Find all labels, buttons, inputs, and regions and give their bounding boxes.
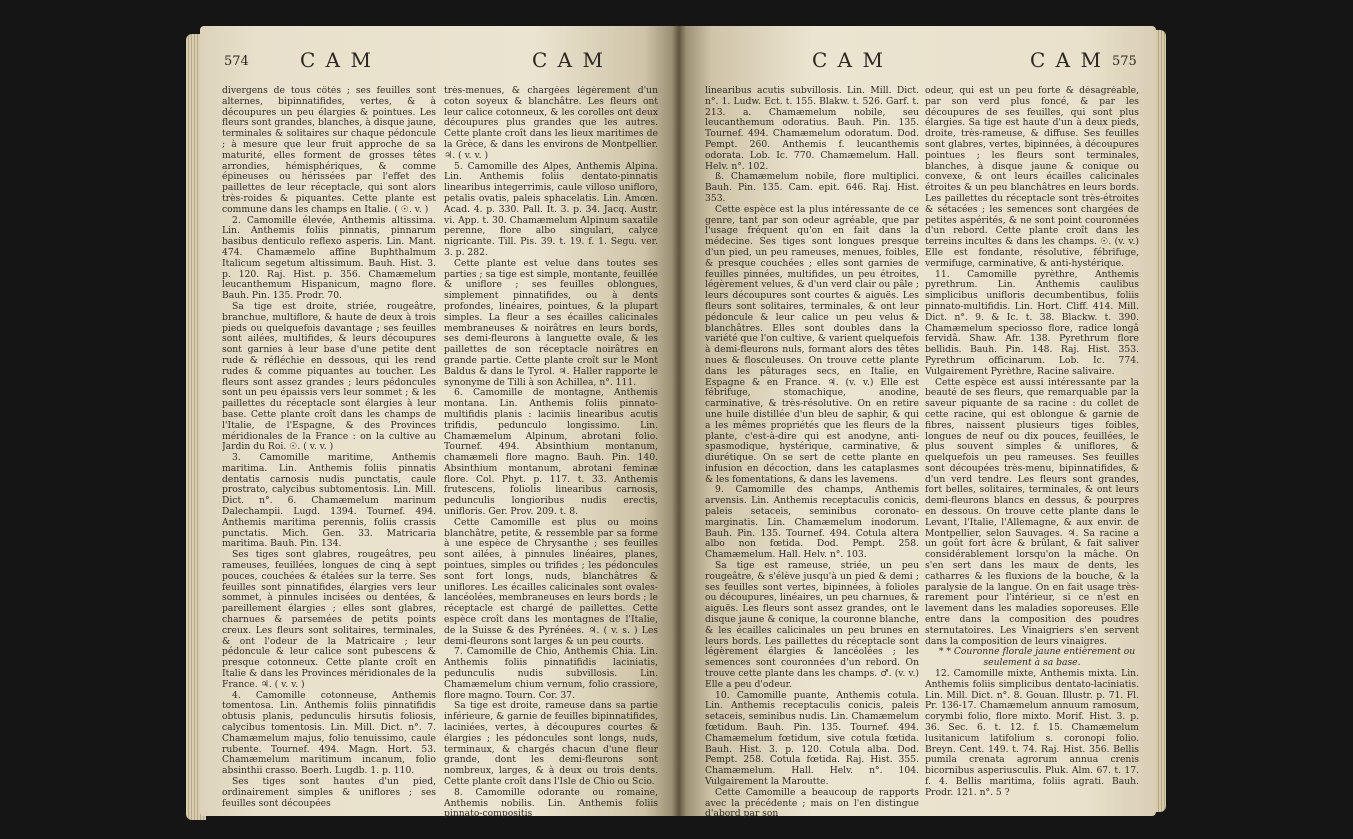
- paragraph: Sa tige est droite, rameuse dans sa partie inférieure, & garnie de feuilles bipinnatifides, laciniées, vertes, à découpures courtes & élargies ; les pédoncules sont longs, nuds, terminaux, & chargés chacun d'une fleur grande, dont les demi-fleurons sont nombreux, larges, & à deux ou trois dents. Cette plante croît dans l'Isle de Chio ou Scio.: [444, 700, 658, 787]
- paragraph: Sa tige est droite, striée, rougeâtre, branchue, multiflore, & haute de deux à trois pieds ou quelquefois davantage ; ses feuilles sont ailées, multifides, & leurs découpures sont garnies à leur base d'une petite dent rude & réfléchie en dessous, qui les rend rudes & comme piquantes au toucher. Les fleurs sont assez grandes ; leurs pédoncules sont un peu épaissis vers leur sommet ; & les paillettes du réceptacle sont élargies à leur base. Cette plante croît dans les champs de l'Italie, de l'Espagne, & des Provinces méridionales de la France : on la cultive au Jardin du Roi. ☉. ( v. v. ): [222, 300, 436, 453]
- paragraph: 5. Camomille des Alpes, Anthemis Alpina. Lin. Anthemis foliis dentato-pinnatis linearibus integerrimis, caule villoso unifloro, petalis ovatis, paleis sphacelatis. Lin. Amœn. Acad. 4. p. 330. Pall. It. 3. p. 34. Jacq. Austr. vi. App. t. 30. Chamæmelum Alpinum saxatile perenne, flore albo singulari, calyce nigricante. Till. Pis. 39. t. 19. f. 1. Segu. ver. 3. p. 282.: [444, 160, 658, 258]
- paragraph: 2. Camomille élevée, Anthemis altissima. Lin. Anthemis foliis pinnatis, pinnarum basibus denticulo reflexo asperis. Lin. Mant. 474. Chamæmelo affine Buphthalmum Italicum segetum altissimum. Bauh. Hist. 3. p. 120. Raj. Hist. p. 356. Chamæmelum leucanthemum Hispanicum, magno flore. Bauh. Pin. 135. Prodr. 70.: [222, 214, 436, 302]
- paragraph: 8. Camomille odorante ou romaine, Anthemis nobilis. Lin. Anthemis foliis pinnato-compositis: [444, 786, 658, 820]
- paragraph: Ses tiges sont glabres, rougeâtres, peu rameuses, feuillées, longues de cinq à sept pouces, couchées & étalées sur la terre. Ses feuilles sont pinnatifides, élargies vers leur sommet, à pinnules incisées ou dentées, & pareillement élargies ; elles sont glabres, charnues & parsemées de petits points creux. Les fleurs sont solitaires, terminales, & ont l'odeur de la Matricaire ; leur pédoncule & leur calice sont pubescens & presque cotonneux. Cette plante croît en Italie & dans les Provinces méridionales de la France. ♃. ( v. v. ): [222, 549, 436, 690]
- paragraph: 12. Camomille mixte, Anthemis mixta. Lin. Anthemis foliis simplicibus dentato-laciniatis. Lin. Mill. Dict. n°. 8. Gouan. Illustr. p. 71. Fl. Pr. 136-17. Chamæmelum annuum ramosum, corymbi folio, flore mixto. Morif. Hist. 3. p. 36. Sec. 6. t. 12. f. 15. Chamæmelum lusitanicum latifolium s. coronopi folio. Breyn. Cent. 149. t. 74. Raj. Hist. 356. Bellis pumila crenata agrorum annua crenis bicornibus asperiusculis. Pluk. Alm. 67. t. 17. f. 4. Bellis maritima, foliis agrati. Bauh. Prodr. 121. n°. 5 ?: [925, 668, 1139, 798]
- paragraph: divergens de tous côtés ; ses feuilles sont alternes, bipinnatifides, vertes, & à découpures un peu élargies & pointues. Les fleurs sont grandes, blanches, à disque jaune, terminales & solitaires sur chaque pédoncule ; à mesure que leur fruit approche de sa maturité, elles forment de grosses têtes arrondies, hémisphériques, & comme épineuses ou hérissées par l'effet des paillettes de leur réceptacle, qui sont alors très-roides & piquantes. Cette plante est commune dans les champs en Italie. ( ☉. v. ): [222, 86, 436, 215]
- left-column-1: [222, 86, 436, 821]
- left-page-number: 574: [224, 54, 249, 69]
- paragraph: Cette Camomille est plus ou moins blanchâtre, petite, & ressemble par sa forme à une espèce de Chrysanthe ; ses feuilles sont ailées, à pinnules linéaires, planes, pointues, simples ou trifides ; les pédoncules sont fort longs, nuds, blanchâtres & uniflores. Les écailles calicinales sont ovales-lancéolées, membraneuses en leurs bords ; le réceptacle est chargé de paillettes. Cette espèce croît dans les montagnes de l'Italie, de la Suisse & des Pyrénées. ♃. ( v. s. ) Les demi-fleurons sont larges & un peu courts.: [444, 516, 658, 647]
- paragraph: 10. Camomille puante, Anthemis cotula. Lin. Anthemis receptaculis conicis, paleis setaceis, seminibus nudis. Lin. Chamæmelum fœtidum. Bauh. Pin. 135. Tournef. 494. Chamæmelum fœtidum, sive cotula fœtida. Bauh. Hist. 3. p. 120. Cotula alba. Dod. Pempt. 258. Cotula fœtida. Raj. Hist. 355. Chamæmelum. Hall. Helv. n°. 104. Vulgairement la Maroutte.: [705, 689, 919, 787]
- paragraph: 3. Camomille maritime, Anthemis maritima. Lin. Anthemis foliis pinnatis dentatis carnosis nudis punctatis, caule prostrato, calycibus subtomentosis. Lin. Mill. Dict. n°. 6. Chamæmelum marinum Dalechampii. Lugd. 1394. Tournef. 494. Anthemis maritima perennis, foliis crassis punctatis. Mich. Gen. 33. Matricaria maritima. Bauh. Pin. 134.: [222, 452, 436, 550]
- right-column-2: [925, 86, 1139, 821]
- right-page-number: 575: [1112, 54, 1137, 69]
- paragraph: odeur, qui est un peu forte & désagréable, par son verd plus foncé, & par les découpures de ses feuilles, qui sont plus élargies. Sa tige est haute d'un à deux pieds, droite, très-rameuse, & diffuse. Ses feuilles sont glabres, vertes, bipinnées, à découpures pointues ; les fleurs sont terminales, blanches, à disque jaune & conique ou convexe, & ont leurs écailles calicinales étroites & un peu blanchâtres en leurs bords. Les paillettes du réceptacle sont très-étroites & sétacées ; les semences sont chargées de petites aspérités, & ne sont point couronnées d'un rebord. Cette plante croît dans les terreins incultes & dans les champs. ☉. (v. v.) Elle est fondante, résolutive, fébrifuge, vermifuge, carminative, & anti-hystérique.: [925, 86, 1139, 269]
- right-running-header-right: C A M: [1030, 48, 1103, 72]
- book-gutter: [672, 26, 686, 816]
- right-column-1: [705, 86, 919, 821]
- left-column-2: [444, 86, 658, 821]
- paragraph: 11. Camomille pyrèthre, Anthemis pyrethrum. Lin. Anthemis caulibus simplicibus unifloris decumbentibus, foliis pinnato-multifidis. Lin. Hort. Cliff. 414. Mill. Dict. n°. 9. & Ic. t. 38. Blackw. t. 390. Chamæmelum speciosso flore, radice longâ fervidâ. Shaw. Afr. 138. Pyrethrum flore bellidis. Bauh. Pin. 148. Raj. Hist. 353. Pyrethrum officinarum. Lob. Ic. 774. Vulgairement Pyrèthre, Racine salivaire.: [925, 268, 1139, 377]
- left-running-header: C A M: [300, 48, 373, 72]
- paragraph: Ses tiges sont hautes d'un pied, ordinairement simples & uniflores ; ses feuilles sont découpées: [222, 776, 436, 809]
- paragraph: ß. Chamæmelum nobile, flore multiplici. Bauh. Pin. 135. Cam. epit. 646. Raj. Hist. 353.: [705, 171, 919, 204]
- paragraph: Sa tige est rameuse, striée, un peu rougeâtre, & s'élève jusqu'à un pied & demi ; ses feuilles sont vertes, bipinnées, à folioles ou découpures, linéaires, un peu charnues, & aiguës. Les fleurs sont assez grandes, ont le disque jaune & conique, la couronne blanche, & les écailles calicinales un peu brunes en leurs bords. Les paillettes du réceptacle sont légèrement élargies & lancéolées ; les semences sont couronnées d'un rebord. On trouve cette plante dans les champs. ♂. (v. v.) Elle a peu d'odeur.: [705, 560, 919, 690]
- paragraph: * * Couronne florale jaune entièrement ou seulement à sa base.: [938, 646, 1136, 669]
- paragraph: 4. Camomille cotonneuse, Anthemis tomentosa. Lin. Anthemis foliis pinnatifidis obtusis planis, pedunculis hirsutis foliosis, calycibus tomentosis. Lin. Mill. Dict. n°. 7. Chamæmelum majus, folio tenuissimo, caule rubente. Tournef. 494. Magn. Hort. 53. Chamæmelum maritimum incanum, folio absinthii crasso. Boerh. Lugdb. 1. p. 110.: [222, 689, 436, 777]
- right-running-header: C A M: [812, 48, 885, 72]
- paragraph: Cette Camomille a beaucoup de rapports avec la précédente ; mais on l'en distingue d'abord par son: [705, 786, 919, 820]
- paragraph: 7. Camomille de Chio, Anthemis Chia. Lin. Anthemis foliis pinnatifidis laciniatis, pedunculis nudis subvillosis. Lin. Chamæmelum chium vernum, folio crassiore, flore magno. Tourn. Cor. 37.: [444, 646, 658, 701]
- left-running-header-right: C A M: [532, 48, 605, 72]
- paragraph: Cette plante est velue dans toutes ses parties ; sa tige est simple, montante, feuillée & uniflore ; ses feuilles oblongues, simplement pinnatifides, ou à dents profondes, linéaires, pointues, & la plupart simples. La fleur a ses écailles calicinales membraneuses & noirâtres en leurs bords, ses demi-fleurons à languette ovale, & les paillettes de son réceptacle noirâtres en grande partie. Cette plante croît sur le Mont Baldus & dans le Tyrol. ♃. Haller rapporte le synonyme de Tilli à son Achillea, n°. 111.: [444, 257, 658, 388]
- paragraph: très-menues, & chargées légèrement d'un coton soyeux & blanchâtre. Les fleurs ont leur calice cotonneux, & les corolles ont deux découpures plus grandes que les autres. Cette plante croît dans les lieux maritimes de la Grèce, & dans les environs de Montpellier. ♃. ( v. v. ): [444, 86, 658, 161]
- paragraph: linearibus acutis subvillosis. Lin. Mill. Dict. n°. 1. Ludw. Ect. t. 155. Blakw. t. 526. Garf. t. 213. a. Chamæmelum nobile, seu leucanthemum odoratius. Bauh. Pin. 135. Tournef. 494. Chamæmelum odoratum. Dod. Pempt. 260. Anthemis f. leucanthemis odorata. Lob. Ic. 770. Chamæmelum. Hall. Helv. n°. 102.: [705, 86, 919, 172]
- paragraph: Cette espèce est aussi intéressante par la beauté de ses fleurs, que remarquable par la saveur piquante de sa racine : du collet de cette racine, qui est oblongue & garnie de fibres, naissent plusieurs tiges foibles, longues de neuf ou dix pouces, feuillées, le plus souvent simples & uniflores, & quelquefois un peu rameuses. Ses feuilles sont découpées très-menu, bipinnatifides, & d'un verd tendre. Les fleurs sont grandes, fort belles, solitaires, terminales, & ont leurs demi-fleurons blancs en dessus, & pourpres en dessous. On trouve cette plante dans le Levant, l'Italie, l'Allemagne, & aux envir. de Montpellier, selon Sauvages. ♃. Sa racine a un goût fort âcre & brûlant, & fait saliver considérablement lorsqu'on la mâche. On s'en sert dans les maux de dents, les catharres & les fluxions de la bouche, & la paralysie de la langue. On en fait usage très-rarement pour l'intérieur, si ce n'est en lavement dans les maladies soporeuses. Elle entre dans la composition des poudres sternutatoires. Les Vinaigriers s'en servent dans la composition de leurs vinaigres.: [925, 376, 1139, 647]
- paragraph: Cette espèce est la plus intéressante de ce genre, tant par son odeur agréable, que par l'usage fréquent qu'on en fait dans la médecine. Ses tiges sont longues presque d'un pied, un peu rameuses, menues, foibles, & presque couchées ; elles sont garnies de feuilles pinnées, multifides, un peu étroites, légèrement velues, & d'un verd clair ou pâle ; leurs découpures sont courtes & aiguës. Les fleurs sont solitaires, terminales, & ont leur pédoncule & leur calice un peu velus & blanchâtres. Elles sont doubles dans la variété que l'on cultive, & varient quelquefois à demi-fleurons nuls, formant alors des têtes nues & flosculeuses. On trouve cette plante dans les pâturages secs, en Italie, en Espagne & en France. ♃. (v. v.) Elle est fébrifuge, stomachique, anodine, carminative, & très-résolutive. On en retire une huile distillée d'un bleu de saphir, & qui a les mêmes propriétés que les fleurs de la plante, c'est-à-dire qui est anodyne, anti-spasmodique, hystérique, carminative, & diurétique. On se sert de cette plante en infusion en décoction, dans les cataplasmes & les fomentations, & dans les lavemens.: [705, 203, 919, 485]
- paragraph: 9. Camomille des champs, Anthemis arvensis. Lin. Anthemis receptaculis conicis, paleis setaceis, seminibus coronato-marginatis. Lin. Chamæmelum inodorum. Bauh. Pin. 135. Tournef. 494. Cotula altera albo non fœtida. Dod. Pempt. 258. Chamæmelum. Hall. Helv. n°. 103.: [705, 484, 919, 561]
- paragraph: 6. Camomille de montagne, Anthemis montana. Lin. Anthemis foliis pinnato-multifidis planis : laciniis linearibus acutis trifidis, pedunculo longissimo. Lin. Chamæmelum Alpinum, abrotani folio. Tournef. 494. Absinthium montanum, chamæmeli flore magno. Bauh. Pin. 140. Absinthium montanum, abrotani feminæ flore. Col. Phyt. p. 117. t. 33. Anthemis frutescens, foliolis linearibus carnosis, pedunculis longioribus nudis erectis, unifloris. Ger. Prov. 209. t. 8.: [444, 387, 658, 518]
